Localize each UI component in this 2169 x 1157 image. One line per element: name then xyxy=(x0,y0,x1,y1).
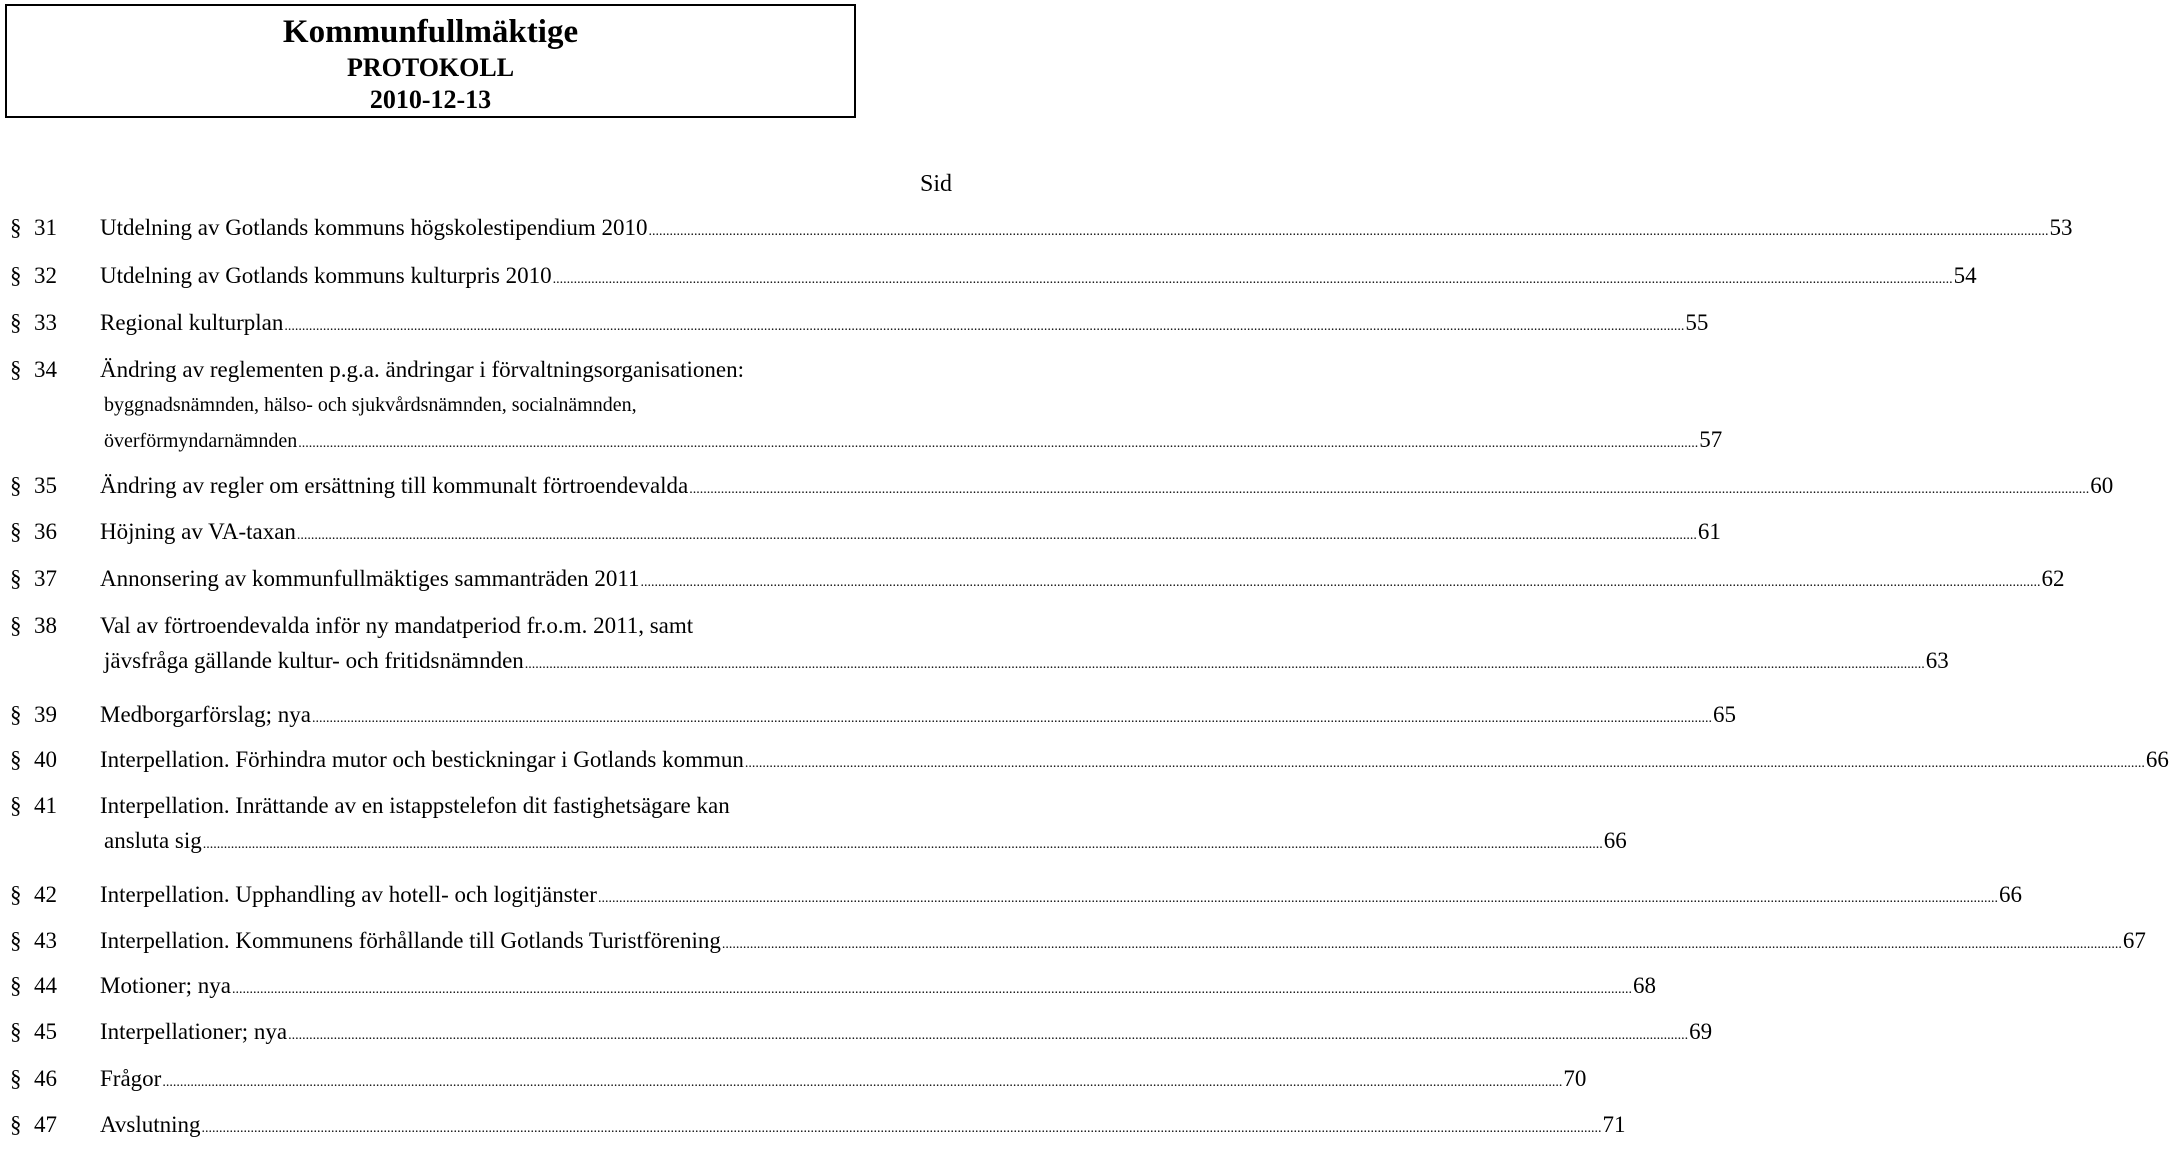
toc-entry-line xyxy=(100,1018,1713,1050)
section-symbol: § xyxy=(10,882,22,907)
toc-entry-title: Interpellationer; nya xyxy=(100,1019,288,1044)
toc-entry-title: Val av förtroendevalda inför ny mandatperiod fr.o.m. 2011, samt xyxy=(100,613,694,638)
toc-entry xyxy=(0,701,1736,729)
toc-entry-line xyxy=(100,1065,1587,1097)
toc-entry-title: Frågor xyxy=(100,1066,162,1091)
toc-entry-title: Annonsering av kommunfullmäktiges sammanträden 2011 xyxy=(100,566,640,591)
toc-entry xyxy=(0,746,2169,774)
page-column-label: Sid xyxy=(920,171,953,197)
toc-entry-page: 69 xyxy=(1689,1019,1713,1044)
toc-entry-number: 46 xyxy=(34,1066,57,1091)
toc-entry xyxy=(0,565,2065,593)
toc-entry-title: Interpellation. Förhindra mutor och bestickningar i Gotlands kommun xyxy=(100,747,744,772)
document-date: 2010-12-13 xyxy=(369,85,492,114)
toc-entry-page: 53 xyxy=(2049,215,2073,240)
toc-entry-number: 32 xyxy=(34,263,57,288)
dot-leader: ................................................................................................................................................................................................................................................................................................................................................................................................................ xyxy=(298,436,1699,451)
toc-entry-number: 42 xyxy=(34,882,57,907)
dot-leader: ................................................................................................................................................................................................................................................................................................................................................................................................................ xyxy=(721,937,2122,952)
toc-entry-line xyxy=(100,746,2169,778)
dot-leader: ................................................................................................................................................................................................................................................................................................................................................................................................................ xyxy=(288,1028,1689,1043)
toc-entry-line xyxy=(100,565,2065,597)
toc-entry-page: 62 xyxy=(2041,566,2065,591)
toc-entry-page: 60 xyxy=(2090,473,2114,498)
toc-entry-line xyxy=(104,647,1949,679)
section-symbol: § xyxy=(10,1066,22,1091)
toc-entry-line xyxy=(100,214,2073,246)
section-symbol: § xyxy=(10,973,22,998)
toc-entry xyxy=(0,262,1977,290)
toc-entry xyxy=(0,1111,1626,1139)
toc-entry-title-continued: jävsfråga gällande kultur- och fritidsnämnden xyxy=(104,648,524,673)
toc-entry-number: 40 xyxy=(34,747,57,772)
toc-entry-page: 63 xyxy=(1925,648,1949,673)
dot-leader: ................................................................................................................................................................................................................................................................................................................................................................................................................ xyxy=(640,575,2041,590)
toc-entry-number: 33 xyxy=(34,310,57,335)
toc-entry-title: Interpellation. Upphandling av hotell- och logitjänster xyxy=(100,882,597,907)
section-symbol: § xyxy=(10,793,22,818)
toc-entry-continuation xyxy=(0,391,960,419)
dot-leader: ................................................................................................................................................................................................................................................................................................................................................................................................................ xyxy=(524,657,1925,672)
toc-entry-line xyxy=(100,701,1736,733)
toc-entry-page: 61 xyxy=(1697,519,1721,544)
dot-leader: ................................................................................................................................................................................................................................................................................................................................................................................................................ xyxy=(284,319,1685,334)
toc-entry-title: Ändring av reglementen p.g.a. ändringar i förvaltningsorganisationen: xyxy=(100,357,745,382)
toc-entry-continuation xyxy=(0,827,1627,855)
dot-leader: ................................................................................................................................................................................................................................................................................................................................................................................................................ xyxy=(162,1075,1563,1090)
toc-entry xyxy=(0,356,960,384)
toc-entry-title: Utdelning av Gotlands kommuns högskolestipendium 2010 xyxy=(100,215,648,240)
toc-entry-line xyxy=(100,262,1977,294)
toc-entry-page: 55 xyxy=(1685,310,1709,335)
toc-entry-number: 31 xyxy=(34,215,57,240)
section-symbol: § xyxy=(10,702,22,727)
section-symbol: § xyxy=(10,747,22,772)
dot-leader: ................................................................................................................................................................................................................................................................................................................................................................................................................ xyxy=(231,982,1632,997)
toc-entry-title: Interpellation. Kommunens förhållande till Gotlands Turistförening xyxy=(100,928,721,953)
toc-entry-continuation xyxy=(0,647,1949,675)
document-title: Kommunfullmäktige xyxy=(282,14,579,50)
toc-entry xyxy=(0,972,1656,1000)
toc-entry-number: 45 xyxy=(34,1019,57,1044)
toc-entry-number: 37 xyxy=(34,566,57,591)
toc-entry-title: Höjning av VA-taxan xyxy=(100,519,296,544)
toc-entry-number: 35 xyxy=(34,473,57,498)
toc-entry xyxy=(0,1065,1587,1093)
section-symbol: § xyxy=(10,928,22,953)
toc-entry xyxy=(0,927,2146,955)
toc-entry-page: 66 xyxy=(2145,747,2169,772)
toc-entry-page: 54 xyxy=(1953,263,1977,288)
toc-entry-page: 70 xyxy=(1563,1066,1587,1091)
toc-entry-number: 36 xyxy=(34,519,57,544)
toc-entry xyxy=(0,881,2022,909)
dot-leader: ................................................................................................................................................................................................................................................................................................................................................................................................................ xyxy=(312,711,1712,726)
toc-entry-title-continued: överförmyndarnämnden xyxy=(104,430,298,452)
toc-entry xyxy=(0,1018,1713,1046)
toc-entry-title-continued: ansluta sig xyxy=(104,828,202,853)
toc-entry-line xyxy=(104,426,1723,458)
dot-leader: ................................................................................................................................................................................................................................................................................................................................................................................................................ xyxy=(689,482,2090,497)
section-symbol: § xyxy=(10,310,22,335)
dot-leader: ................................................................................................................................................................................................................................................................................................................................................................................................................ xyxy=(201,1121,1602,1136)
toc-entry xyxy=(0,518,1721,546)
section-symbol: § xyxy=(10,263,22,288)
toc-entry-number: 41 xyxy=(34,793,57,818)
toc-entry-title: Interpellation. Inrättande av en istappstelefon dit fastighetsägare kan xyxy=(100,793,730,818)
toc-entry-continuation xyxy=(0,426,1723,454)
document-subtitle: PROTOKOLL xyxy=(346,53,515,82)
section-symbol: § xyxy=(10,519,22,544)
toc-entry-title-continued: byggnadsnämnden, hälso- och sjukvårdsnämnden, socialnämnden, xyxy=(104,394,637,416)
section-symbol: § xyxy=(10,357,22,382)
toc-entry-title: Motioner; nya xyxy=(100,973,231,998)
toc-entry xyxy=(0,309,1709,337)
toc-entry-number: 47 xyxy=(34,1112,57,1137)
toc-entry-line xyxy=(100,1111,1626,1143)
toc-entry-number: 44 xyxy=(34,973,57,998)
toc-entry-number: 38 xyxy=(34,613,57,638)
toc-entry-page: 57 xyxy=(1699,427,1723,452)
toc-entry-line xyxy=(104,827,1627,859)
dot-leader: ................................................................................................................................................................................................................................................................................................................................................................................................................ xyxy=(202,837,1603,852)
toc-entry-number: 39 xyxy=(34,702,57,727)
toc-entry-title: Regional kulturplan xyxy=(100,310,284,335)
toc-entry xyxy=(0,472,2114,500)
toc-entry-line xyxy=(100,927,2146,959)
section-symbol: § xyxy=(10,1019,22,1044)
section-symbol: § xyxy=(10,473,22,498)
dot-leader: ................................................................................................................................................................................................................................................................................................................................................................................................................ xyxy=(648,224,2049,239)
section-symbol: § xyxy=(10,566,22,591)
toc-entry xyxy=(0,612,960,640)
toc-entry-line xyxy=(100,472,2114,504)
toc-entry-title: Avslutning xyxy=(100,1112,201,1137)
toc-entry-line xyxy=(100,881,2022,913)
toc-entry-title: Ändring av regler om ersättning till kommunalt förtroendevalda xyxy=(100,473,689,498)
toc-entry-number: 34 xyxy=(34,357,57,382)
dot-leader: ................................................................................................................................................................................................................................................................................................................................................................................................................ xyxy=(296,528,1697,543)
toc-entry-page: 67 xyxy=(2122,928,2146,953)
dot-leader: ................................................................................................................................................................................................................................................................................................................................................................................................................ xyxy=(552,272,1953,287)
toc-entry-line xyxy=(100,518,1721,550)
toc-entry-page: 66 xyxy=(1998,882,2022,907)
toc-entry-number: 43 xyxy=(34,928,57,953)
toc-entry-page: 66 xyxy=(1603,828,1627,853)
toc-entry-page: 68 xyxy=(1632,973,1656,998)
toc-entry-line xyxy=(100,309,1709,341)
section-symbol: § xyxy=(10,613,22,638)
toc-entry-page: 71 xyxy=(1602,1112,1626,1137)
toc-entry-line xyxy=(100,972,1656,1004)
toc-entry-title: Utdelning av Gotlands kommuns kulturpris 2010 xyxy=(100,263,552,288)
section-symbol: § xyxy=(10,1112,22,1137)
dot-leader: ................................................................................................................................................................................................................................................................................................................................................................................................................ xyxy=(744,756,2145,771)
toc-entry-page: 65 xyxy=(1713,702,1736,727)
toc-entry xyxy=(0,792,960,820)
dot-leader: ................................................................................................................................................................................................................................................................................................................................................................................................................ xyxy=(597,891,1998,906)
section-symbol: § xyxy=(10,215,22,240)
toc-entry-title: Medborgarförslag; nya xyxy=(100,702,311,727)
toc-entry xyxy=(0,214,2073,242)
